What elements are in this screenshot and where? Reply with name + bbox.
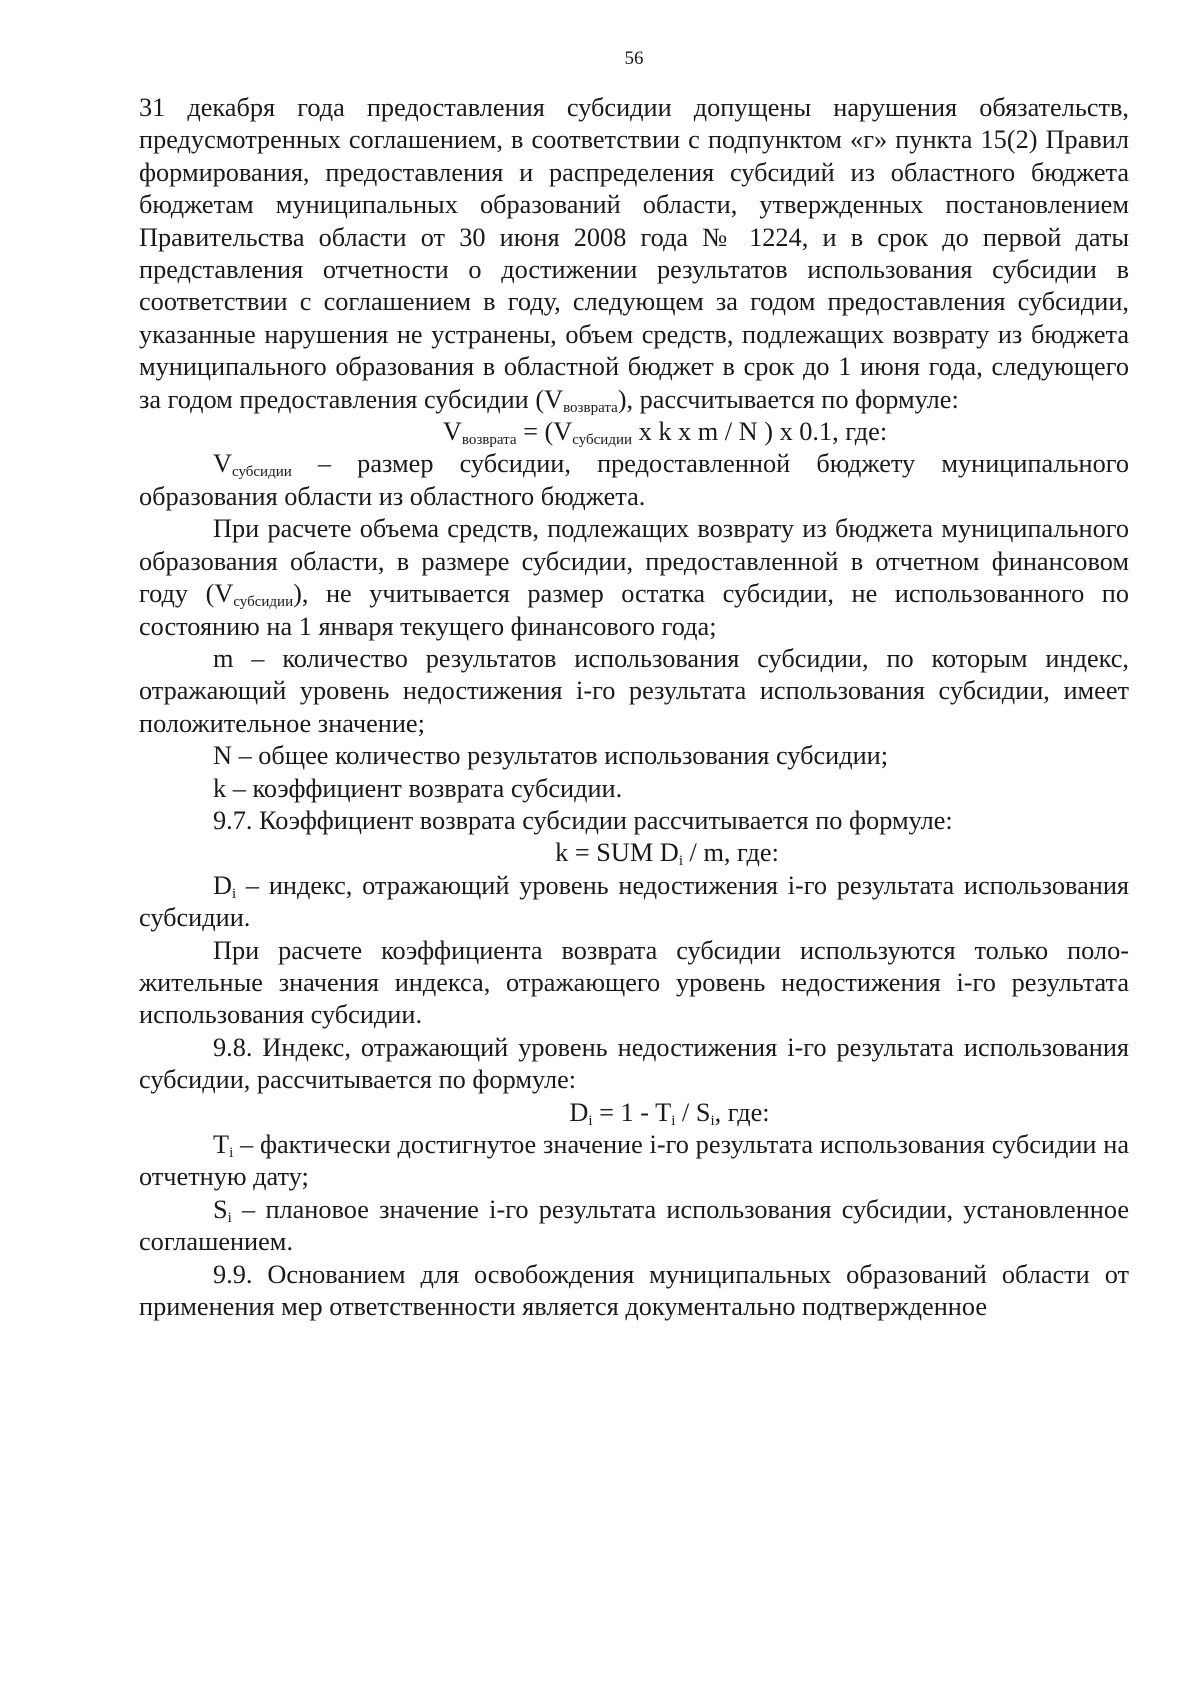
document-body [139, 92, 1129, 1323]
paragraph-9-8: 9.8. Индекс, отражающий уровень недостижения i-го результата использования субсидии, рассчитывается по формуле: [139, 1032, 1129, 1095]
definition-s: $S_i$ – плановое значение i-го результата использования субсидии, установленное соглашением. [139, 1194, 1129, 1257]
formula-coefficient: k = SUM $D_i$ / m, где: [555, 838, 779, 870]
page-number: 56 [624, 48, 644, 69]
definition-m: m – количество результатов использования субсидии, по которым индекс, отражающий уровень недостижения i-го результата использования субсидии, имеет положительное значение; [139, 643, 1129, 738]
note-d: При расчете коэффициента возврата субсидии используются только положительные значения индекса, отражающего уровень недостижения i-го результата использования субсидии. [139, 935, 1129, 1030]
note-v-subsidy: При расчете объема средств, подлежащих возврату из бюджета муниципального образования области, в размере субсидии, предоставленной в отчетном финансовом году $(V_{субсидии})$, не учитывается размер остатка субсидии, не использованного по состоянию на 1 января текущего финансового года; [139, 514, 1129, 641]
intro-paragraph: 31 декабря года предоставления субсидии допущены нарушения обязательств, предусмотренных соглашением, в соответствии с подпунктом «г» пункта 15(2) Правил формирования, предоставления и распределения субсидий из областного бюджета бюджетам муниципальных образований области, утвержденных постановлением Правительства области от 30 июня 2008 года № 1224, и в срок до первой даты представления отчетности о достижении результатов использования субсидии в соответствии с соглашением в году, следующем за годом предоставления субсидии, указанные нарушения не устранены, объем средств, подлежащих возврату из бюджета муниципального образования в областной бюджет в срок до 1 июня года, следующего за годом предоставления субсидии $(V_{возврата})$, рассчитывается по формуле: [139, 93, 1129, 416]
paragraph-9-7: 9.7. Коэффициент возврата субсидии рассчитывается по формуле: [213, 805, 953, 835]
formula-index: $D_i = 1 - T_i / S_i$, где: [569, 1097, 770, 1129]
definition-d: $D_i$ – индекс, отражающий уровень недостижения i-го результата использования субсидии. [139, 870, 1129, 933]
definition-k: k – коэффициент возврата субсидии. [213, 773, 623, 803]
definition-n: N – общее количество результатов использования субсидии; [213, 741, 889, 771]
paragraph-9-9: 9.9. Основанием для освобождения муниципальных образований области от применения мер ответственности является документально подтвержденное [139, 1259, 1129, 1322]
definition-v-subsidy: $V_{субсидии}$ – размер субсидии, предоставленной бюджету муниципального образования области из областного бюджета. [139, 449, 1129, 511]
formula-return-volume: $V_{возврата} = (V_{субсидии}$ x k x m / N ) x 0.1, где: [442, 417, 888, 449]
definition-t: $T_i$ – фактически достигнутое значение i-го результата использования субсидии на отчетную дату; [139, 1130, 1129, 1192]
